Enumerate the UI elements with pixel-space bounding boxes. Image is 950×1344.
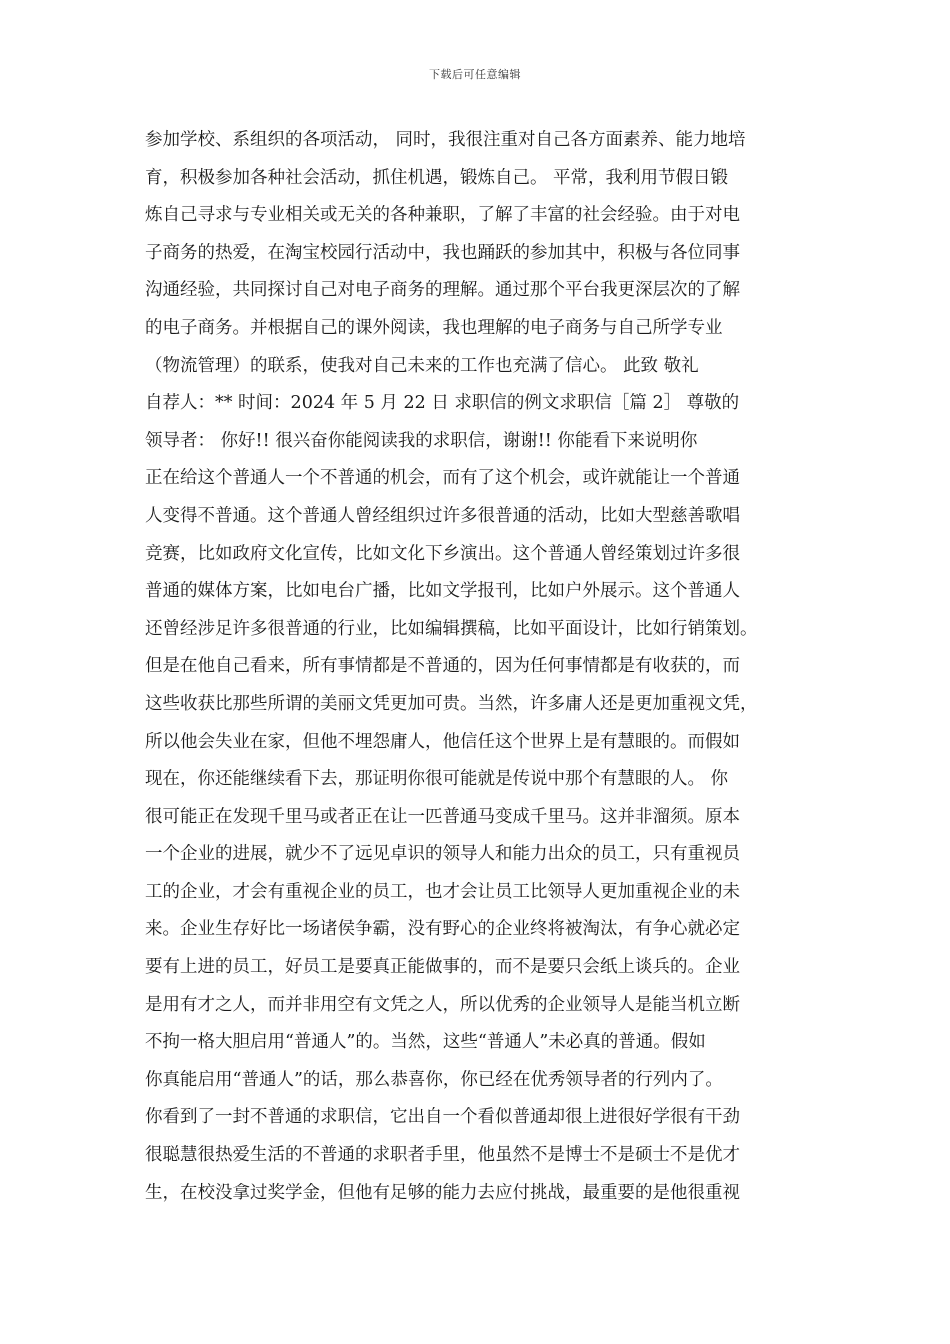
text-line: （物流管理）的联系，使我对自己未来的工作也充满了信心。 此致 敬礼 bbox=[145, 355, 699, 376]
text-line: 参加学校、系组织的各项活动， 同时，我很注重对自己各方面素养、能力地培 bbox=[145, 130, 746, 150]
document-body bbox=[145, 122, 825, 1212]
text-line: 炼自己寻求与专业相关或无关的各种兼职，了解了丰富的社会经验。由于对电 bbox=[145, 205, 740, 226]
text-line: 育，积极参加各种社会活动，抓住机遇，锻炼自己。 平常，我利用节假日锻 bbox=[145, 167, 729, 188]
text-line: 要有上进的员工，好员工是要真正能做事的，而不是要只会纸上谈兵的。企业 bbox=[145, 957, 740, 978]
page-header: 下载后可任意编辑 bbox=[429, 68, 521, 81]
text-line: 很聪慧很热爱生活的不普通的求职者手里，他虽然不是博士不是硕士不是优才 bbox=[145, 1145, 740, 1166]
text-line: 自荐人：** 时间：2024 年 5 月 22 日 求职信的例文求职信［篇 2］ 尊敬的 bbox=[145, 393, 740, 414]
text-line: 现在，你还能继续看下去，那证明你很可能就是传说中那个有慧眼的人。 你 bbox=[145, 769, 729, 790]
text-line: 生，在校没拿过奖学金，但他有足够的能力去应付挑战，最重要的是他很重视 bbox=[145, 1182, 740, 1203]
text-line: 正在给这个普通人一个不普通的机会，而有了这个机会，或许就能让一个普通 bbox=[145, 468, 740, 489]
text-line: 这些收获比那些所谓的美丽文凭更加可贵。当然，许多庸人还是更加重视文凭， bbox=[145, 693, 758, 714]
text-line: 还曾经涉足许多很普通的行业，比如编辑撰稿，比如平面设计，比如行销策划。 bbox=[145, 618, 758, 639]
text-line: 一个企业的进展，就少不了远见卓识的领导人和能力出众的员工，只有重视员 bbox=[145, 844, 740, 865]
text-line: 沟通经验，共同探讨自己对电子商务的理解。通过那个平台我更深层次的了解 bbox=[145, 280, 740, 301]
text-line: 你真能启用“普通人”的话，那么恭喜你，你已经在优秀领导者的行列内了。 bbox=[145, 1069, 723, 1090]
text-line: 所以他会失业在家，但他不埋怨庸人，他信任这个世界上是有慧眼的。而假如 bbox=[145, 731, 740, 752]
text-line: 但是在他自己看来，所有事情都是不普通的，因为任何事情都是有收获的，而 bbox=[145, 656, 740, 677]
text-line: 竞赛，比如政府文化宣传，比如文化下乡演出。这个普通人曾经策划过许多很 bbox=[145, 543, 740, 564]
text-line: 领导者： 你好!! 很兴奋你能阅读我的求职信，谢谢!! 你能看下来说明你 bbox=[145, 430, 698, 451]
text-line: 你看到了一封不普通的求职信，它出自一个看似普通却很上进很好学很有干劲 bbox=[145, 1107, 740, 1128]
text-line: 子商务的热爱，在淘宝校园行活动中，我也踊跃的参加其中，积极与各位同事 bbox=[145, 242, 740, 263]
text-line: 的电子商务。并根据自己的课外阅读，我也理解的电子商务与自己所学专业 bbox=[145, 317, 723, 338]
text-line: 工的企业，才会有重视企业的员工，也才会让员工比领导人更加重视企业的未 bbox=[145, 881, 740, 902]
text-line: 不拘一格大胆启用“普通人”的。当然，这些“普通人”未必真的普通。假如 bbox=[145, 1032, 706, 1053]
text-line: 人变得不普通。这个普通人曾经组织过许多很普通的活动，比如大型慈善歌唱 bbox=[145, 505, 740, 526]
text-line: 普通的媒体方案，比如电台广播，比如文学报刊，比如户外展示。这个普通人 bbox=[145, 581, 740, 602]
text-line: 很可能正在发现千里马或者正在让一匹普通马变成千里马。这并非溜须。原本 bbox=[145, 806, 740, 827]
text-line: 来。企业生存好比一场诸侯争霸，没有野心的企业终将被淘汰，有争心就必定 bbox=[145, 919, 740, 940]
text-line: 是用有才之人，而并非用空有文凭之人，所以优秀的企业领导人是能当机立断 bbox=[145, 994, 740, 1015]
